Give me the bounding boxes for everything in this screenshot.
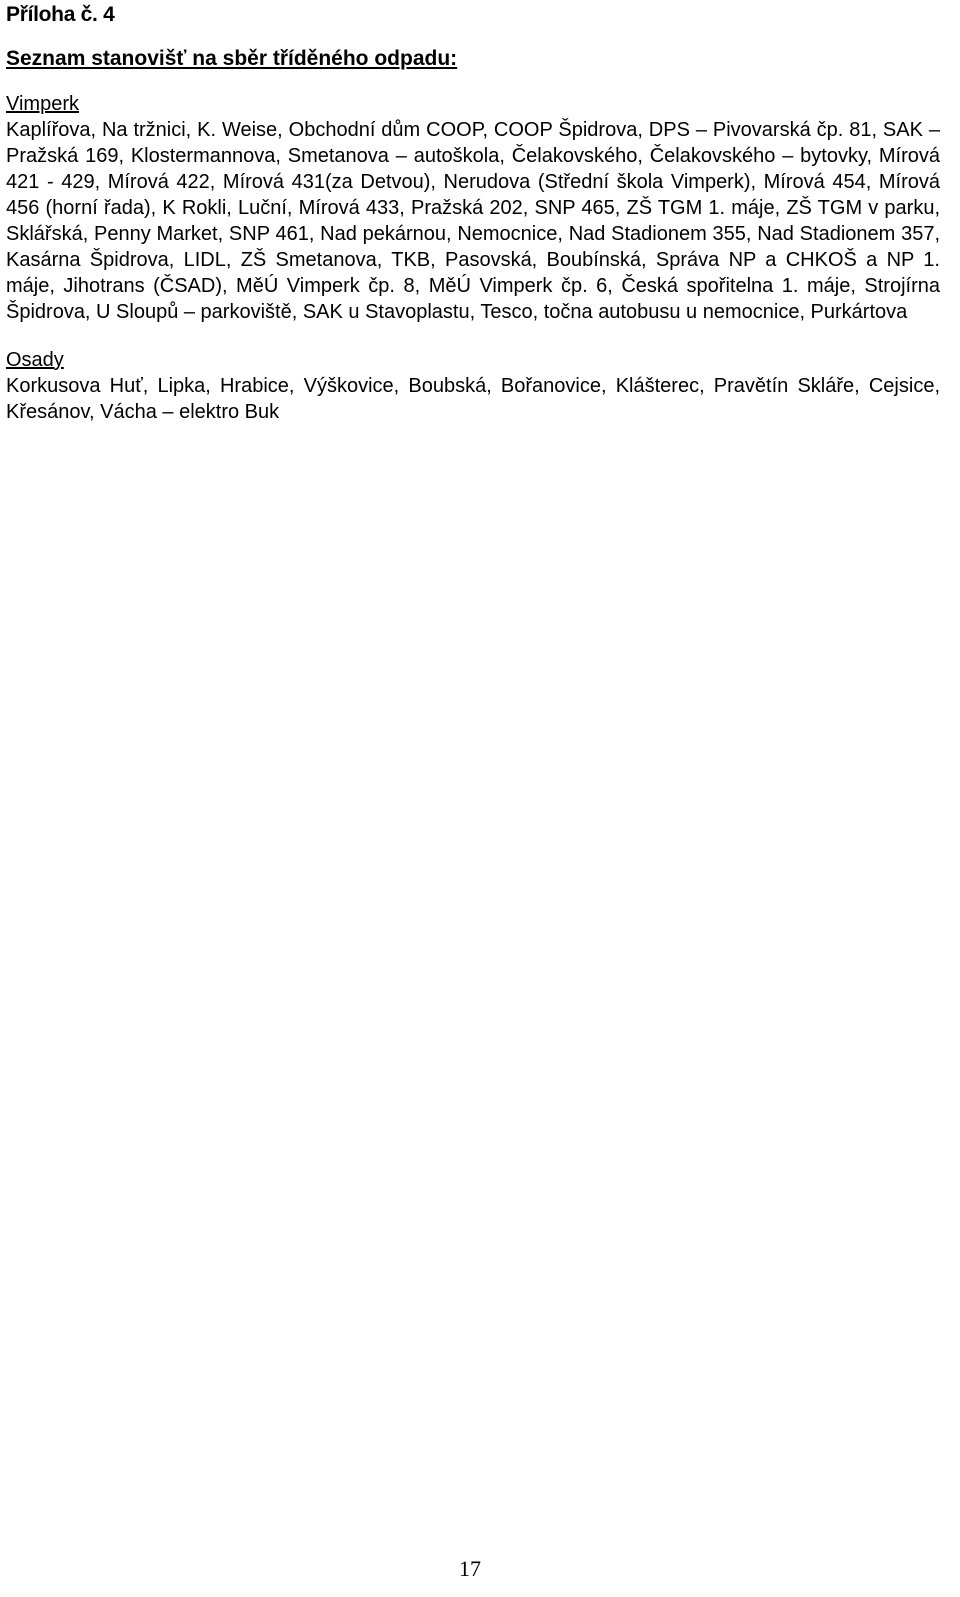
- annex-label: Příloha č. 4: [6, 3, 115, 26]
- document-heading: Seznam stanovišť na sběr tříděného odpadu:: [6, 47, 458, 70]
- document-page: [6, 0, 940, 425]
- section-vimperk: [6, 91, 940, 325]
- section-title: Vimperk: [6, 93, 79, 115]
- section-body: Korkusova Huť, Lipka, Hrabice, Výškovice, Boubská, Bořanovice, Klášterec, Pravětín Skláře, Cejsice, Křesánov, Vácha – elektro Buk: [6, 375, 940, 423]
- page-number: 17: [459, 1556, 481, 1581]
- section-title: Osady: [6, 349, 64, 371]
- section-osady: [6, 347, 940, 425]
- section-body: Kaplířova, Na tržnici, K. Weise, Obchodní dům COOP, COOP Špidrova, DPS – Pivovarská čp. 81, SAK – Pražská 169, Klostermannova, Smetanova – autoškola, Čelakovského, Čelakovského – bytovky, Mírová 421 - 429, Mírová 422, Mírová 431(za Detvou), Nerudova (Střední škola Vimperk), Mírová 454, Mírová 456 (horní řada), K Rokli, Luční, Mírová 433, Pražská 202, SNP 465, ZŠ TGM 1. máje, ZŠ TGM v parku, Sklářská, Penny Market, SNP 461, Nad pekárnou, Nemocnice, Nad Stadionem 355, Nad Stadionem 357, Kasárna Špidrova, LIDL, ZŠ Smetanova, TKB, Pasovská, Boubínská, Správa NP a CHKOŠ a NP 1. máje, Jihotrans (ČSAD), MěÚ Vimperk čp. 8, MěÚ Vimperk čp. 6, Česká spořitelna 1. máje, Strojírna Špidrova, U Sloupů – parkoviště, SAK u Stavoplastu, Tesco, točna autobusu u nemocnice, Purkártova: [6, 119, 940, 323]
